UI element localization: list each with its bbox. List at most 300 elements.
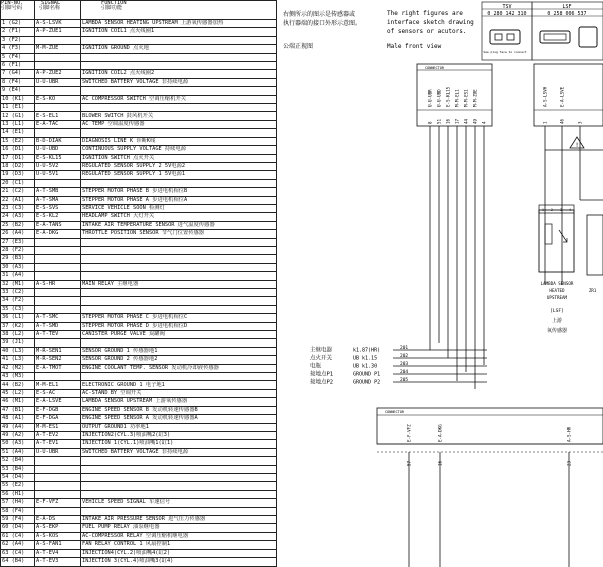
table-row (1, 36, 277, 44)
signal-cell (35, 473, 81, 481)
function-cell: CONTINUOUS SUPPLY VOLTAGE 持续电源 (81, 146, 277, 154)
pin-cell: 41 (L3) (1, 356, 35, 364)
warning-triangle-icon (570, 137, 584, 149)
signal-cell: M-R-SEN2 (35, 356, 81, 364)
function-cell: INTAKE AIR TEMPERATURE SENSOR 进气温度传感器 (81, 221, 277, 229)
note-en-1: The right figures are (387, 10, 463, 17)
function-cell (81, 263, 277, 271)
pin-cell: 63 (C4) (1, 549, 35, 557)
function-cell (81, 53, 277, 61)
table-row (1, 146, 277, 154)
table-row (1, 87, 277, 95)
table-row (1, 104, 277, 112)
table-row (1, 507, 277, 515)
table-row (1, 137, 277, 145)
signal-cell: A-T-SMC (35, 314, 81, 322)
pin-cell: 24 (A3) (1, 213, 35, 221)
table-row (1, 373, 277, 381)
pin-cell: 19 (D3) (1, 171, 35, 179)
function-cell: ENGINE SPEED SENSOR B 发动机转速传感器B (81, 406, 277, 414)
lambda-cn-2: 氧传感器 (546, 328, 568, 334)
signal-cell: A-S-LSVK (35, 20, 81, 28)
signal-cell (35, 246, 81, 254)
table-row (1, 339, 277, 347)
signal-cell: A-T-SMD (35, 322, 81, 330)
lsf-plug-icon (540, 31, 570, 43)
pin-cell: 39 (J1) (1, 339, 35, 347)
signal-cell: A-S-FAN1 (35, 541, 81, 549)
signal-cell: A-P-ZUE2 (35, 70, 81, 78)
pin-cell: 18 (D2) (1, 162, 35, 170)
connector-signal-label: M-M-ZUE (472, 89, 478, 107)
connector-signal-label: A-S-HR (566, 426, 572, 442)
signal-cell: E-S-KL15 (35, 154, 81, 162)
function-cell: STEPPER MOTOR PHASE B 步进电机相位B (81, 188, 277, 196)
table-row (1, 532, 277, 540)
power-line-name: GROUND P1 (353, 371, 381, 378)
table-row (1, 238, 277, 246)
pin-cell: 53 (B4) (1, 465, 35, 473)
power-line-name: GROUND P2 (353, 379, 381, 386)
function-cell: INJECTION 3(CYL.4)喷油嘴3(缸4) (81, 558, 277, 567)
table-row (1, 297, 277, 305)
signal-cell (35, 482, 81, 490)
wire-group-top (430, 126, 484, 389)
pin-cell: 7 (G4) (1, 70, 35, 78)
function-cell (81, 62, 277, 70)
function-cell: REGULATED SENSOR SUPPLY 2 5V电源2 (81, 162, 277, 170)
table-row (1, 263, 277, 271)
function-cell (81, 238, 277, 246)
table-row (1, 129, 277, 137)
signal-cell (35, 263, 81, 271)
tsv-part-number: 0 280 142 310 (487, 11, 527, 17)
lambda-upstream: UPSTREAM (546, 295, 568, 300)
pin-cell: 54 (D4) (1, 473, 35, 481)
lsf-part-number: 0 258 006 537 (547, 11, 587, 17)
pin-cell: 51 (A4) (1, 448, 35, 456)
function-cell (81, 87, 277, 95)
signal-cell (35, 507, 81, 515)
pin-cell: 8 (F4) (1, 78, 35, 86)
table-row (1, 515, 277, 523)
function-cell: ENGINE COOLANT TEMP. SENSOR 发动机冷却液传感器 (81, 364, 277, 372)
function-cell: SWITCHED BATTERY VOLTAGE 非持续电源 (81, 78, 277, 86)
table-row (1, 28, 277, 36)
pin-cell: 49 (A4) (1, 423, 35, 431)
lambda-cn-1: 上游 (551, 318, 563, 324)
connector-pin-number: 8 (427, 121, 433, 124)
svg-text:1: 1 (542, 208, 544, 212)
table-row (1, 171, 277, 179)
table-row (1, 415, 277, 423)
signal-cell: A-P-ZUE1 (35, 28, 81, 36)
signal-cell: M-M-ZUE (35, 45, 81, 53)
signal-cell: A-T-TEV (35, 331, 81, 339)
function-cell: INJECTION2(CYL.3)喷油嘴2(缸3) (81, 431, 277, 439)
function-cell: REGULATED SENSOR SUPPLY 1 5V电源1 (81, 171, 277, 179)
pin-cell: 46 (M1) (1, 398, 35, 406)
note-zh-2: 执行器端的接口外形示意图。 (283, 20, 362, 27)
signal-cell: A-T-EV2 (35, 431, 81, 439)
function-cell: IGNITION SWITCH 点火开关 (81, 154, 277, 162)
pin-cell: 28 (F2) (1, 246, 35, 254)
pin-cell: 22 (A1) (1, 196, 35, 204)
table-row (1, 20, 277, 28)
function-cell: SWITCHED BATTERY VOLTAGE 非持续电源 (81, 448, 277, 456)
signal-cell: A-T-EV3 (35, 558, 81, 567)
power-line-wire-number: 204 (400, 370, 409, 375)
pin-cell: 21 (C2) (1, 188, 35, 196)
function-cell: CANISTER PURGE VALVE 炭罐阀 (81, 331, 277, 339)
power-line-wire-number: 202 (400, 354, 409, 359)
signal-cell (35, 255, 81, 263)
function-cell: ELECTRONIC GROUND 1 电子地1 (81, 381, 277, 389)
signal-cell: E-S-KL2 (35, 213, 81, 221)
signal-cell: E-A-TANS (35, 221, 81, 229)
table-row (1, 53, 277, 61)
function-cell: INJECTION 1(CYL.1)喷油嘴1(缸1) (81, 440, 277, 448)
table-row (1, 356, 277, 364)
table-row (1, 95, 277, 103)
signal-cell: U-U-UBR (35, 78, 81, 86)
pin-cell: 40 (L3) (1, 347, 35, 355)
signal-cell: A-T-SMB (35, 188, 81, 196)
pin-cell: 43 (M3) (1, 373, 35, 381)
signal-cell (35, 104, 81, 112)
connector-pin-number: 4 (481, 121, 487, 124)
table-row (1, 204, 277, 212)
pin-cell: 2 (F1) (1, 28, 35, 36)
signal-cell (35, 305, 81, 313)
connector-signal-label: A-S-LSVH (542, 86, 548, 107)
connector-signal-label: E-F-VFZ (406, 424, 412, 442)
connector-pin-number: 44 (463, 118, 469, 124)
signal-cell (35, 373, 81, 381)
signal-cell: A-S-EKP (35, 524, 81, 532)
table-row (1, 499, 277, 507)
connector-pin-number: 3 (577, 121, 583, 124)
signal-cell: A-T-EV1 (35, 440, 81, 448)
table-row (1, 331, 277, 339)
signal-cell: U-U-UBD (35, 146, 81, 154)
power-line-cn: 点火开关 (310, 355, 333, 362)
pin-cell: 23 (C3) (1, 204, 35, 212)
plug-caption: See plug face to connect (483, 50, 527, 54)
function-cell: VEHICLE SPEED SIGNAL 车速信号 (81, 499, 277, 507)
signal-cell: M-M-ES1 (35, 423, 81, 431)
ecu-connector-top (417, 64, 492, 126)
function-cell (81, 179, 277, 187)
note-zh-1: 右侧所示的图示是传感器或 (283, 11, 356, 18)
pin-cell: 57 (H4) (1, 499, 35, 507)
function-cell: STEPPER MOTOR PHASE D 步进电机相位D (81, 322, 277, 330)
connector-pin-number: 46 (559, 118, 565, 124)
function-cell: ENGINE SPEED SENSOR A 发动机转速传感器A (81, 415, 277, 423)
function-cell: LAMBDA SENSOR HEATING UPSTREAM 上游氧传感器加热 (81, 20, 277, 28)
table-row (1, 423, 277, 431)
signal-cell: E-S-AC (35, 389, 81, 397)
function-cell: AC-STAND BY 空调开关 (81, 389, 277, 397)
function-cell: MAIN RELAY 主继电器 (81, 280, 277, 288)
function-cell: OUTPUT GROUND1 功率地1 (81, 423, 277, 431)
pin-cell: 32 (M1) (1, 280, 35, 288)
note-en-3: of sensors or acutors. (387, 28, 467, 35)
table-row (1, 255, 277, 263)
function-cell (81, 473, 277, 481)
signal-cell: E-A-DS (35, 515, 81, 523)
table-row (1, 188, 277, 196)
pin-cell: 42 (M2) (1, 364, 35, 372)
table-row (1, 524, 277, 532)
power-line-wire-number: 201 (400, 346, 409, 351)
header-function: FUNCTION 引脚功能 (81, 1, 277, 20)
signal-cell: E-S-EL1 (35, 112, 81, 120)
pin-cell: 37 (K2) (1, 322, 35, 330)
table-row (1, 272, 277, 280)
ecu-connector-right (534, 64, 603, 126)
pin-cell: 49 (A2) (1, 431, 35, 439)
table-row (1, 246, 277, 254)
power-line-cn: 接地点P1 (310, 371, 334, 378)
function-cell: DIAGNOSIS LINE K 诊断K线 (81, 137, 277, 145)
connector-signal-label: U-U-UBD (436, 89, 442, 107)
signal-cell (35, 179, 81, 187)
signal-cell: M-M-EL1 (35, 381, 81, 389)
partial-component-label: ZR1 (589, 288, 597, 293)
pin-cell: 4 (F3) (1, 45, 35, 53)
signal-cell: E-A-LSVE (35, 398, 81, 406)
svg-text:3: 3 (560, 208, 562, 212)
table-row (1, 289, 277, 297)
pin-cell: 36 (L1) (1, 314, 35, 322)
connector-signal-label: U-U-UBR (427, 89, 433, 107)
lambda-sensor (539, 205, 574, 334)
signal-cell (35, 53, 81, 61)
table-row (1, 280, 277, 288)
function-cell (81, 289, 277, 297)
table-row (1, 482, 277, 490)
power-line-name: UB k1.15 (353, 355, 378, 362)
function-cell (81, 339, 277, 347)
table-row (1, 162, 277, 170)
function-cell: HEADLAMP SWITCH 大灯开关 (81, 213, 277, 221)
pin-cell: 5 (F4) (1, 53, 35, 61)
table-row (1, 120, 277, 128)
function-cell (81, 507, 277, 515)
pin-cell: 35 (C3) (1, 305, 35, 313)
pin-cell: 34 (F2) (1, 297, 35, 305)
pin-cell: 15 (E2) (1, 137, 35, 145)
signal-cell: A-S-HR (35, 280, 81, 288)
lsf-label: LSF (562, 4, 572, 10)
function-cell (81, 255, 277, 263)
table-row (1, 78, 277, 86)
connector-pin-number: 57 (406, 460, 412, 466)
pin-cell: 14 (E1) (1, 129, 35, 137)
power-line-name: UB k1.30 (353, 363, 378, 370)
lsf-tag: [LSF] (550, 309, 564, 314)
connector-label: CONNECTOR (425, 66, 444, 70)
function-cell: INJECTION4(CYL.2)喷油嘴4(缸2) (81, 549, 277, 557)
table-row (1, 465, 277, 473)
signal-cell: E-F-DGB (35, 406, 81, 414)
function-cell (81, 373, 277, 381)
signal-cell (35, 238, 81, 246)
function-cell: STEPPER MOTOR PHASE C 步进电机相位C (81, 314, 277, 322)
pin-cell: 3 (F2) (1, 36, 35, 44)
pin-cell: 64 (B4) (1, 558, 35, 567)
pin-cell: 30 (A3) (1, 263, 35, 271)
function-cell: INTAKE AIR PRESSURE SENSOR 进气压力传感器 (81, 515, 277, 523)
power-line-wire-number: 203 (400, 362, 409, 367)
pin-cell: 59 (F4) (1, 515, 35, 523)
signal-cell: E-F-VFZ (35, 499, 81, 507)
table-row (1, 448, 277, 456)
table-row (1, 549, 277, 557)
pin-cell: 26 (A4) (1, 230, 35, 238)
function-cell (81, 36, 277, 44)
adjacent-component (587, 215, 603, 293)
connector-pin-number: 16 (437, 460, 443, 466)
connector-signal-label: M-M-ES1 (463, 89, 469, 107)
lambda-name: LAMBDA SENSOR (540, 281, 574, 286)
table-row (1, 389, 277, 397)
connector-pin-number: 17 (454, 118, 460, 124)
pin-cell: 12 (G1) (1, 112, 35, 120)
lambda-heated: HEATED (549, 288, 565, 293)
table-row (1, 112, 277, 120)
pin-cell: 11 (E1) (1, 104, 35, 112)
power-line-cn: 电瓶 (310, 363, 322, 370)
pin-cell: 47 (B1) (1, 406, 35, 414)
lsf-box (532, 2, 603, 60)
function-cell (81, 104, 277, 112)
function-cell: FUEL PUMP RELAY 油泵继电器 (81, 524, 277, 532)
pin-cell: 33 (C2) (1, 289, 35, 297)
signal-cell: A-T-SMA (35, 196, 81, 204)
table-row (1, 381, 277, 389)
connector-pin-number: 16 (445, 118, 451, 124)
table-row (1, 457, 277, 465)
svg-text:2: 2 (551, 208, 553, 212)
power-line-cn: 接地点P2 (310, 379, 334, 386)
table-row (1, 558, 277, 567)
signal-cell (35, 87, 81, 95)
signal-cell: E-A-TAC (35, 120, 81, 128)
table-header (1, 1, 277, 20)
header-pin-no: PIN-NO. 引脚号码 (1, 1, 35, 20)
signal-cell: U-U-UBR (35, 448, 81, 456)
pin-cell: 10 (K1) (1, 95, 35, 103)
pin-cell: 55 (E2) (1, 482, 35, 490)
table-row (1, 431, 277, 439)
function-cell (81, 129, 277, 137)
table-row (1, 70, 277, 78)
connector-pin-number: 23 (566, 460, 572, 466)
table-row (1, 179, 277, 187)
pin-cell: 38 (L2) (1, 331, 35, 339)
table-row (1, 213, 277, 221)
signal-cell: E-A-TMOT (35, 364, 81, 372)
svg-text:!: ! (575, 142, 579, 149)
function-cell: FAN RELAY CONTROL 1 风扇控制1 (81, 541, 277, 549)
signal-cell (35, 465, 81, 473)
signal-cell: E-S-SVS (35, 204, 81, 212)
note-en-2: interface sketch drawing (387, 19, 474, 26)
signal-cell: E-A-DKG (35, 230, 81, 238)
male-view-en: Male front view (387, 43, 442, 50)
tsv-label: TSV (502, 4, 512, 10)
connector-signal-label: E-A-DKG (437, 424, 443, 442)
function-cell (81, 297, 277, 305)
pin-cell: 45 (L2) (1, 389, 35, 397)
pin-cell: 62 (A4) (1, 541, 35, 549)
pin-cell: 60 (D4) (1, 524, 35, 532)
table-row (1, 154, 277, 162)
signal-cell (35, 289, 81, 297)
power-line-cn: 主继电器 (310, 347, 333, 354)
function-cell: LAMBDA SENSOR UPSTREAM 上游氧传感器 (81, 398, 277, 406)
pin-cell: 61 (C4) (1, 532, 35, 540)
function-cell: SENSOR GROUND 2 传感器地2 (81, 356, 277, 364)
function-cell: SENSOR GROUND 1 传感器地1 (81, 347, 277, 355)
pin-cell: 31 (A4) (1, 272, 35, 280)
table-row (1, 490, 277, 498)
function-cell: AC-COMPRESSOR RELAY 空调压缩机继电器 (81, 532, 277, 540)
signal-cell: B-D-DIAK (35, 137, 81, 145)
pin-cell: 27 (E3) (1, 238, 35, 246)
function-cell: AC TEMP 空调温度传感器 (81, 120, 277, 128)
function-cell (81, 490, 277, 498)
signal-cell (35, 36, 81, 44)
table-row (1, 406, 277, 414)
connector-label-2: CONNECTOR (385, 410, 404, 414)
power-line-name: k1.87(HR) (353, 347, 381, 354)
signal-cell (35, 457, 81, 465)
pin-cell: 20 (C1) (1, 179, 35, 187)
signal-cell: U-U-5V1 (35, 171, 81, 179)
connector-pin-number: 49 (472, 118, 478, 124)
pin-cell: 6 (F1) (1, 62, 35, 70)
signal-cell: M-R-SEN1 (35, 347, 81, 355)
lsf-plug-icon-2 (579, 27, 597, 47)
pin-cell: 1 (G2) (1, 20, 35, 28)
table-row (1, 230, 277, 238)
function-cell (81, 457, 277, 465)
pin-cell: 44 (B2) (1, 381, 35, 389)
power-bus (310, 345, 487, 386)
function-cell (81, 305, 277, 313)
pin-assignment-table (0, 0, 277, 567)
function-cell: IGNITION COIL2 点火线圈2 (81, 70, 277, 78)
pin-cell: 50 (A3) (1, 440, 35, 448)
function-cell: SERVICE VEHICLE SOON 检测灯 (81, 204, 277, 212)
signal-cell (35, 297, 81, 305)
pin-cell: 13 (L1) (1, 120, 35, 128)
header-signal: SIGNAL 引脚名称 (35, 1, 81, 20)
function-cell (81, 246, 277, 254)
table-row (1, 440, 277, 448)
pin-cell: 17 (D1) (1, 154, 35, 162)
table-row (1, 196, 277, 204)
pin-cell: 56 (H1) (1, 490, 35, 498)
table-row (1, 314, 277, 322)
signal-cell (35, 129, 81, 137)
function-cell: BLOWER SWITCH 鼓风机开关 (81, 112, 277, 120)
signal-cell (35, 272, 81, 280)
tsv-plug-icon (490, 30, 520, 44)
